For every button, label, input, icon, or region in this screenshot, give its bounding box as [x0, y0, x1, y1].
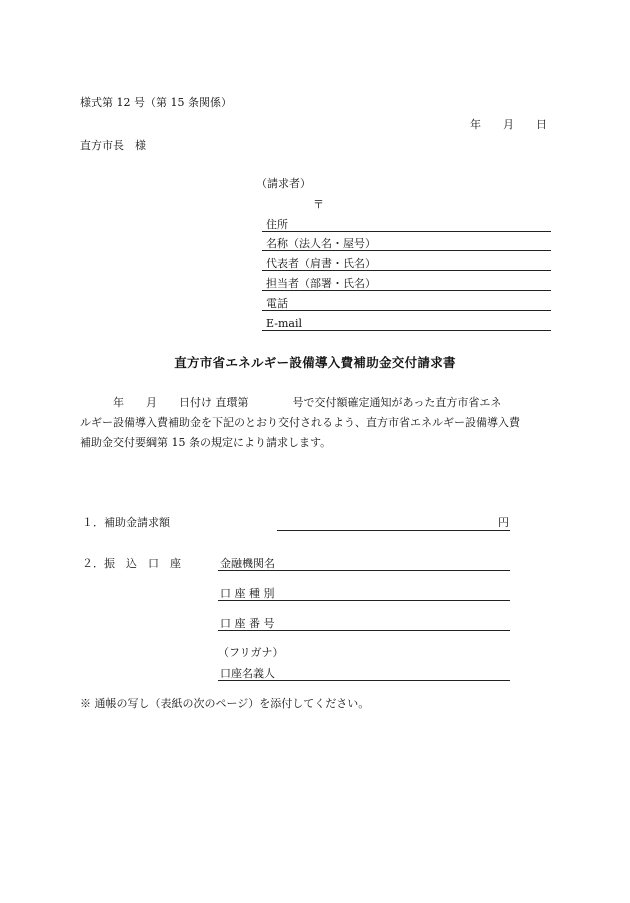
item1-label: １．補助金請求額: [82, 516, 170, 529]
date-line: 年 月 日: [470, 118, 547, 131]
body-line-3: 補助金交付要綱第 15 条の規定により請求します。: [80, 436, 332, 449]
field-address-label: 住所: [266, 218, 288, 231]
account-holder-line[interactable]: [218, 680, 510, 681]
form-number: 様式第 12 号（第 15 条関係）: [80, 96, 232, 109]
field-representative-label: 代表者（肩書・氏名）: [266, 257, 376, 270]
furigana-label: （フリガナ）: [218, 646, 284, 659]
account-type-line[interactable]: [218, 600, 510, 601]
body-paragraph: [80, 393, 552, 453]
field-phone-label: 電話: [266, 297, 288, 310]
account-number-line[interactable]: [218, 630, 510, 631]
field-contact-person-label: 担当者（部署・氏名）: [266, 277, 376, 290]
field-contact-person-line[interactable]: [262, 290, 551, 291]
account-holder-label: 口座名義人: [220, 667, 275, 680]
account-number-label: 口 座 番 号: [220, 617, 275, 630]
requester-heading: （請求者）: [256, 177, 311, 190]
document-title: 直方市省エネルギー設備導入費補助金交付請求書: [174, 355, 456, 370]
field-email-label: E-mail: [266, 317, 302, 330]
field-phone-line[interactable]: [262, 310, 551, 311]
item1-amount-line[interactable]: [277, 530, 510, 531]
body-line-1: 年 月 日付け 直環第 号で交付額確定通知があった直方市省エネ: [80, 396, 502, 409]
item2-label: ２．振 込 口 座: [82, 557, 181, 570]
bank-name-label: 金融機関名: [220, 557, 275, 570]
body-line-2: ルギー設備導入費補助金を下記のとおり交付されるよう、直方市省エネルギー設備導入費: [80, 416, 520, 429]
account-type-label: 口 座 種 別: [220, 587, 275, 600]
attachment-note: ※ 通帳の写し（表紙の次のページ）を添付してください。: [80, 697, 370, 710]
bank-name-line[interactable]: [218, 570, 510, 571]
item1-unit: 円: [498, 516, 509, 529]
field-address-line[interactable]: [262, 231, 551, 232]
postal-mark: 〒: [313, 198, 324, 211]
field-name-line[interactable]: [262, 250, 551, 251]
addressee: 直方市長 様: [80, 139, 146, 152]
field-email-line[interactable]: [262, 330, 551, 331]
field-representative-line[interactable]: [262, 270, 551, 271]
field-name-label: 名称（法人名・屋号）: [266, 237, 376, 250]
